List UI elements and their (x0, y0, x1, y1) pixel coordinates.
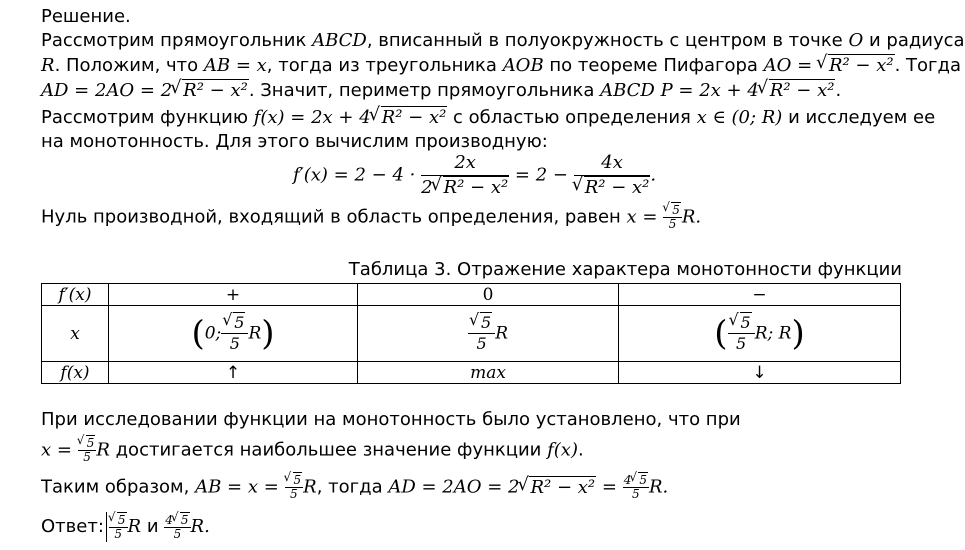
answer-line (41, 512, 210, 542)
interval-end: R; R (754, 323, 792, 344)
interval-start: 0; (204, 323, 222, 344)
numerator-coefficient: 4 (165, 512, 173, 527)
fraction-1-denominator (421, 176, 509, 200)
numerator-coefficient: 4 (623, 473, 632, 487)
math-o: O (848, 30, 864, 51)
fraction-sqrt5-over-5 (285, 474, 304, 501)
answer-label: Ответ: (41, 516, 104, 537)
sqrt-5 (79, 437, 96, 450)
fraction-4sqrt5-over-5 (164, 514, 190, 541)
text-segment: достигается наибольшее значение функции (109, 439, 548, 461)
sqrt-5 (631, 474, 648, 487)
math-domain: x ∈ (0; R) (696, 107, 783, 128)
sqrt-content: R² − x² (828, 55, 894, 76)
paragraph-line-9 (41, 474, 668, 501)
table-cell: 0 (358, 284, 619, 306)
sqrt-5 (471, 313, 492, 333)
table-cell: + (109, 284, 358, 306)
text-segment: . Тогда (894, 55, 961, 76)
derivative-lhs: f′(x) = 2 − 4 · (293, 164, 422, 186)
increasing-arrow-icon: ↑ (109, 362, 358, 384)
math-function: f(x) = 2x + 4 (253, 107, 371, 128)
sqrt-expression (818, 54, 895, 78)
fraction-sqrt5-over-5 (109, 514, 128, 541)
table-cell-interval-1: (0; √ $\frac{5}{5}$ R) (109, 306, 358, 362)
sqrt-5-content: 5 (740, 313, 751, 332)
text-segment: . Значит, периметр прямоугольника (248, 80, 601, 101)
denominator-5: 5 (229, 334, 240, 353)
sqrt-5-content: 5 (86, 436, 95, 450)
paragraph-line-8 (41, 437, 584, 464)
paragraph-line-4 (41, 106, 936, 130)
sqrt-content: R² − x² (530, 476, 596, 498)
table-cell: − (619, 284, 901, 306)
table-row (42, 284, 901, 306)
cursor-bar (106, 512, 107, 542)
sqrt-5-content: 5 (117, 512, 126, 527)
sqrt-expression (371, 106, 448, 130)
math-fx: f(x) (547, 439, 578, 461)
denominator-5: 5 (632, 487, 640, 501)
math-r-dot: R. (681, 206, 702, 228)
denominator-5: 5 (736, 334, 747, 353)
sqrt-5 (286, 474, 303, 487)
table-row (42, 362, 901, 384)
math-ab-x: AB = x (203, 55, 267, 76)
text-segment: и исследуем ее (782, 107, 936, 128)
math-r-dot: R. (648, 476, 669, 498)
text-segment: , вписанный в полуокружность с центром в точке (366, 30, 849, 51)
math-x-eq: x = (41, 439, 78, 461)
sqrt-5 (731, 313, 752, 333)
text-segment: . (835, 80, 842, 101)
text-segment: При исследовании функции на монотонность было установлено, что при (41, 409, 741, 430)
text-segment: и радиуса (863, 30, 965, 51)
sqrt-5-content: 5 (234, 313, 245, 332)
derivative-mid: = 2 − (509, 164, 574, 186)
fraction-2-denominator (574, 176, 651, 200)
fraction-sqrt5-over-5 (468, 313, 495, 354)
sqrt-5-content: 5 (481, 313, 492, 332)
text-segment: и (141, 516, 165, 537)
math-ao: AO = (763, 55, 818, 76)
math-ad: AD = 2AO = 2 (388, 476, 520, 498)
fraction-2-numerator: 4x (574, 151, 651, 176)
sqrt-5-content: 5 (639, 473, 647, 487)
paragraph-line-1 (41, 29, 965, 53)
fraction-2 (574, 151, 651, 200)
table-caption: Таблица 3. Отражение характера монотонности функции (348, 259, 902, 280)
math-r-dot: R. (190, 516, 210, 537)
text-segment: с областью определения (447, 107, 697, 128)
math-r: R (495, 323, 508, 344)
table-cell-label: f′(x) (42, 284, 109, 306)
denominator-5: 5 (476, 334, 487, 353)
sqrt-5 (664, 204, 681, 217)
paragraph-line-6 (41, 204, 701, 231)
denominator-coefficient: 2 (421, 177, 433, 198)
sqrt-expression (519, 476, 596, 500)
sqrt-expression (433, 176, 510, 200)
derivative-formula (293, 151, 656, 200)
table-row (42, 306, 901, 362)
text-segment: . (577, 439, 584, 461)
math-ad: AD = 2AO = 2 (41, 80, 173, 101)
sqrt-expression (574, 176, 651, 200)
text-segment: Нуль производной, входящий в область определения, равен (41, 206, 627, 228)
math-ab-x: AB = x = (195, 476, 285, 498)
denominator-5: 5 (114, 526, 123, 541)
text-segment: на монотонность. Для этого вычислим производную: (41, 131, 548, 152)
math-aob: AOB (502, 55, 544, 76)
sqrt-expression (172, 79, 249, 103)
text-segment: . Положим, что (54, 55, 204, 76)
math-r: R (41, 55, 55, 76)
sqrt-5-content: 5 (293, 473, 302, 487)
math-perimeter: ABCD P = 2x + 4 (600, 80, 759, 101)
math-r: R (96, 439, 110, 461)
denominator-5: 5 (668, 217, 677, 231)
solution-title (41, 5, 131, 29)
sqrt-5 (110, 514, 127, 527)
sqrt-content: R² − x² (183, 80, 248, 101)
sqrt-5-content: 5 (672, 203, 680, 217)
math-r: R (303, 476, 317, 498)
derivative-end: . (650, 164, 657, 186)
table-cell-point (358, 306, 619, 362)
math-r: R (127, 516, 142, 537)
sqrt-content: R² − x² (769, 80, 835, 101)
math-r: R (248, 323, 262, 344)
paragraph-line-7 (41, 408, 741, 432)
math-x-eq: x = (626, 206, 664, 228)
solution-title-text: Решение. (41, 6, 131, 27)
paragraph-line-2 (41, 54, 961, 78)
table-cell-label: x (42, 306, 109, 362)
sqrt-5 (224, 313, 245, 333)
fraction-sqrt5-over-5 (728, 313, 755, 354)
denominator-5: 5 (83, 450, 91, 464)
sqrt-content: R² − x² (381, 107, 447, 128)
table-cell-label: f(x) (42, 362, 109, 384)
sqrt-expression (759, 79, 836, 103)
paragraph-line-3 (41, 79, 841, 103)
math-equals: = (596, 476, 623, 498)
monotonicity-table (41, 283, 901, 384)
fraction-1 (421, 151, 509, 200)
text-segment: Таким образом, (41, 476, 196, 498)
text-segment: , тогда (316, 476, 389, 498)
fraction-sqrt5-over-5 (78, 437, 97, 464)
fraction-sqrt5-over-5 (221, 313, 248, 354)
sqrt-5-content: 5 (180, 512, 189, 527)
denominator-5: 5 (173, 526, 182, 541)
decreasing-arrow-icon: ↓ (619, 362, 901, 384)
table-cell: max (358, 362, 619, 384)
sqrt-content: R² − x² (443, 177, 509, 198)
text-segment: по теореме Пифагора (543, 55, 764, 76)
text-segment: Рассмотрим прямоугольник (41, 30, 313, 51)
fraction-1-numerator: 2x (421, 151, 509, 176)
denominator-5: 5 (290, 487, 298, 501)
text-segment: Рассмотрим функцию (41, 107, 254, 128)
fraction-sqrt5-over-5 (663, 204, 682, 231)
math-abcd: ABCD (312, 30, 367, 51)
text-segment: , тогда из треугольника (266, 55, 503, 76)
sqrt-content: R² − x² (584, 177, 650, 198)
fraction-4sqrt5-over-5 (623, 474, 649, 501)
sqrt-5 (173, 514, 190, 527)
table-cell-interval-2: ( √ $\frac{5}{5}$ R; R) (619, 306, 901, 362)
